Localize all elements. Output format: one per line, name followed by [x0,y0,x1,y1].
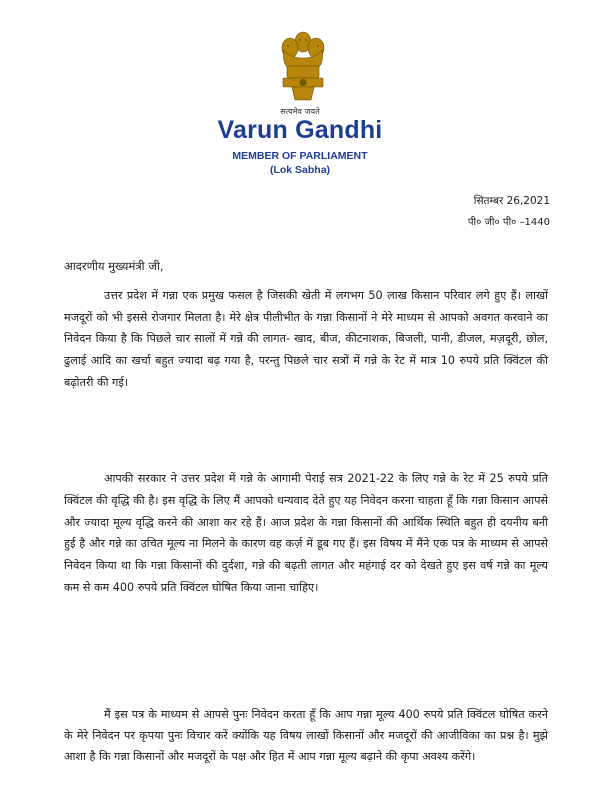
letter-reference: पी० जी० पी० –1440 [467,217,550,228]
body-paragraph-1: उत्तर प्रदेश में गन्ना एक प्रमुख फसल है जिसकी खेती में लगभग 50 लाख किसान परिवार लगे हुए हैं। लाखों मजदूरों को भी इससे रोजगार मिलता है। मेरे क्षेत्र पीलीभीत के गन्ना किसानों ने मेरे माध्यम से आपको अवगत करवाने का निवेदन किया है कि पिछले चार सालों में गन्ने की लागत- खाद, बीज, कीटनाशक, बिजली, पानी, डीजल, मज़दूरी, छोल, ढुलाई आदि का खर्चा बहुत ज्यादा बढ़ गया है, परन्तु पिछले चार सत्रों में गन्ने के रेट में मात्र 10 रुपये प्रति क्विंटल की बढ़ोतरी की गई। [64,289,548,389]
letter-date: सितम्बर 26,2021 [473,195,550,207]
body-paragraph-2: आपकी सरकार ने उत्तर प्रदेश में गन्ने के आगामी पेराई सत्र 2021-22 के लिए गन्ने के रेट में 25 रुपये प्रति क्विंटल की वृद्धि की है। इस वृद्धि के लिए मैं आपको धन्यवाद देते हुए यह निवेदन करना चाहता हूँ कि गन्ना किसान आपसे और ज्यादा मूल्य वृद्धि करने की आशा कर रहे हैं। आज प्रदेश के गन्ना किसानों की आर्थिक स्थिति बहुत ही दयनीय बनी हुई है और गन्ने का उचित मूल्य ना मिलने के कारण वह कर्ज़ में डूब गए हैं। इस विषय में मैंने एक पत्र के माध्यम से आपसे निवेदन किया था कि गन्ना किसानों की दुर्दशा, गन्ने की बढ़ती लागत और महंगाई दर को देखते हुए इस वर्ष गन्ने का मूल्य कम से कम 400 रुपये प्रति क्विंटल घोषित किया जाना चाहिए। [64,472,548,594]
national-emblem-icon [278,28,328,108]
sender-house: (Lok Sabha) [269,164,331,176]
sender-name: Varun Gandhi [217,116,383,144]
sender-designation: MEMBER OF PARLIAMENT [232,150,368,162]
body-paragraph-3: मैं इस पत्र के माध्यम से आपसे पुनः निवेदन करता हूँ कि आप गन्ना मूल्य 400 रुपये प्रति क्विंटल घोषित करने के मेरे निवेदन पर कृपया पुनः विचार करें क्योंकि यह विषय लाखों किसानों और मजदूरों की आजीविका का प्रश्न है। मुझे आशा है कि गन्ना किसानों और मजदूरों के पक्ष और हित में आप गन्ना मूल्य बढ़ाने की कृपा अवश्य करेंगे। [64,708,548,763]
emblem-motto: सत्यमेव जयते [280,107,320,116]
salutation: आदरणीय मुख्यमंत्री जी, [64,259,164,273]
